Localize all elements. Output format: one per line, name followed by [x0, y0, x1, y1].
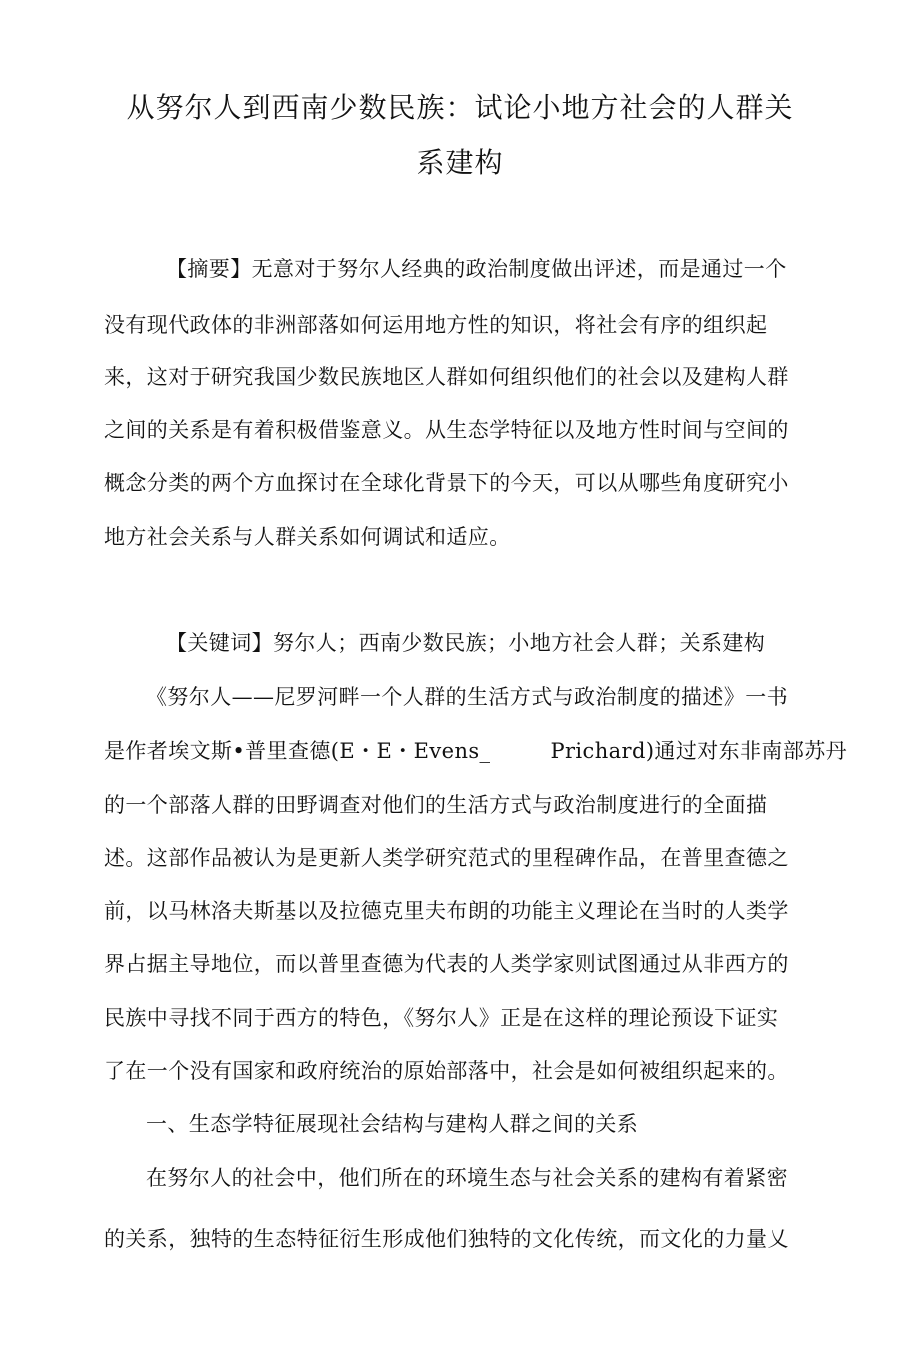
section-body-line: 的关系，独特的生态特征衍生形成他们独特的文化传统，而文化的力量乂	[104, 1227, 789, 1251]
abstract-line: 地方社会关系与人群关系如何调试和适应。	[104, 525, 511, 549]
document-title-line-1: 从努尔人到西南少数民族：试论小地方社会的人群关	[126, 91, 794, 124]
intro-line: 的一个部落人群的田野调查对他们的生活方式与政治制度进行的全面描	[104, 793, 768, 817]
intro-author-right: Prichard)通过对东非南部苏丹	[550, 739, 848, 763]
intro-author-left: 是作者埃文斯•普里查德(E・E・Evens_	[104, 739, 491, 763]
intro-line-author	[104, 737, 847, 765]
intro-line: 《努尔人——尼罗河畔一个人群的生活方式与政治制度的描述》一书	[146, 685, 788, 709]
abstract-line: 【摘要】无意对于努尔人经典的政治制度做出评述，而是通过一个	[166, 257, 787, 281]
intro-line: 了在一个没有国家和政府统治的原始部落中，社会是如何被组织起来的。	[104, 1059, 789, 1083]
intro-line: 前，以马林洛夫斯基以及拉德克里夫布朗的功能主义理论在当时的人类学	[104, 899, 789, 923]
document-title-line-2: 系建构	[416, 146, 504, 179]
section-heading: 一、生态学特征展现社会结构与建构人群之间的关系	[146, 1112, 639, 1136]
keywords-line: 【关键词】努尔人；西南少数民族；小地方社会人群；关系建构	[166, 631, 766, 655]
abstract-line: 没有现代政体的非洲部落如何运用地方性的知识，将社会有序的组织起	[104, 313, 768, 337]
abstract-line: 之间的关系是有着积极借鉴意义。从生态学特征以及地方性时间与空间的	[104, 418, 789, 442]
intro-line: 述。这部作品被认为是更新人类学研究范式的里程碑作品，在普里查德之	[104, 846, 789, 870]
intro-line: 界占据主导地位，而以普里查德为代表的人类学家则试图通过从非西方的	[104, 952, 789, 976]
section-body-line: 在努尔人的社会中，他们所在的环境生态与社会关系的建构有着紧密	[146, 1166, 788, 1190]
abstract-line: 来，这对于研究我国少数民族地区人群如何组织他们的社会以及建构人群	[104, 365, 789, 389]
intro-line: 民族中寻找不同于西方的特色，《努尔人》正是在这样的理论预设下证实	[104, 1006, 779, 1030]
abstract-line: 概念分类的两个方血探讨在全球化背景下的今天，可以从哪些角度研究小	[104, 471, 789, 495]
